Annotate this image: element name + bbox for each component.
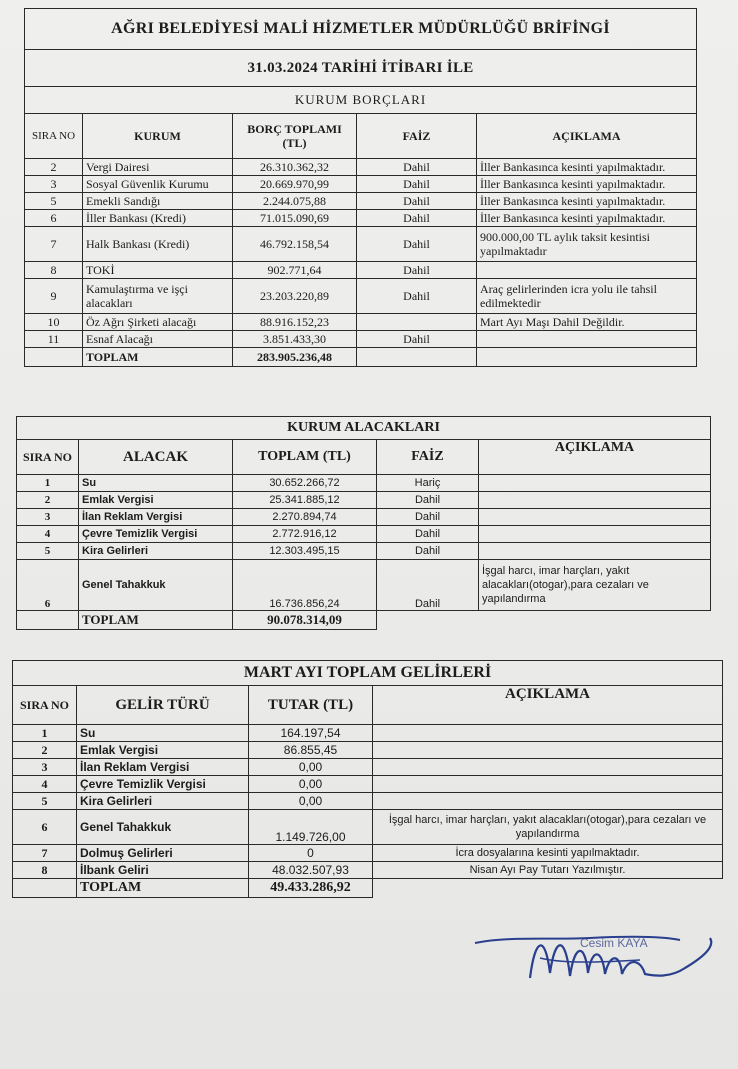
row-no: 11 (25, 331, 83, 348)
row-interest: Dahil (377, 526, 479, 543)
row-description: İşgal harcı, imar harçları, yakıt alacakları(otogar),para cezaları ve yapılandırma (479, 560, 711, 611)
row-institution: Esnaf Alacağı (83, 331, 233, 348)
col-header-no: SIRA NO (17, 440, 79, 475)
row-no: 2 (13, 742, 77, 759)
row-amount: 164.197,54 (249, 725, 373, 742)
row-receivable: İlan Reklam Vergisi (79, 509, 233, 526)
table-row (17, 526, 711, 543)
row-amount: 2.772.916,12 (233, 526, 377, 543)
table-row (13, 793, 723, 810)
row-no: 1 (13, 725, 77, 742)
row-description: İller Bankasınca kesinti yapılmaktadır. (477, 193, 697, 210)
row-description: Araç gelirlerinden icra yolu ile tahsil edilmektedir (477, 279, 697, 314)
receivables-table (16, 416, 711, 630)
table-row (17, 560, 711, 611)
row-no: 7 (25, 227, 83, 262)
table-row (25, 227, 697, 262)
row-no: 9 (25, 279, 83, 314)
debts-total-label: TOPLAM (83, 348, 233, 367)
row-institution: Öz Ağrı Şirketi alacağı (83, 314, 233, 331)
receivables-total-value: 90.078.314,09 (233, 611, 377, 630)
row-income-type: Dolmuş Gelirleri (77, 845, 249, 862)
row-description: 900.000,00 TL aylık taksit kesintisi yapılmaktadır (477, 227, 697, 262)
table-row (17, 509, 711, 526)
row-interest: Dahil (377, 560, 479, 611)
total-spacer (373, 879, 723, 898)
col-header-description: AÇIKLAMA (479, 440, 711, 475)
table-row (13, 742, 723, 759)
row-income-type: Kira Gelirleri (77, 793, 249, 810)
row-interest: Dahil (357, 159, 477, 176)
row-no: 4 (17, 526, 79, 543)
row-amount: 16.736.856,24 (233, 560, 377, 611)
document-title: AĞRI BELEDİYESİ MALİ HİZMETLER MÜDÜRLÜĞÜ BRİFİNGİ (25, 9, 697, 50)
row-description (479, 492, 711, 509)
row-description (373, 742, 723, 759)
col-header-interest: FAİZ (357, 114, 477, 159)
row-institution: İller Bankası (Kredi) (83, 210, 233, 227)
table-row (25, 193, 697, 210)
col-header-description: AÇIKLAMA (373, 686, 723, 725)
table-row (17, 475, 711, 492)
col-header-amount: TUTAR (TL) (249, 686, 373, 725)
table-row (13, 862, 723, 879)
row-amount: 23.203.220,89 (233, 279, 357, 314)
row-description: İller Bankasınca kesinti yapılmaktadır. (477, 210, 697, 227)
row-amount: 25.341.885,12 (233, 492, 377, 509)
row-description (373, 759, 723, 776)
row-institution: Kamulaştırma ve işçi alacakları (83, 279, 233, 314)
row-interest: Dahil (377, 492, 479, 509)
row-amount: 20.669.970,99 (233, 176, 357, 193)
row-interest: Dahil (357, 279, 477, 314)
total-spacer (25, 348, 83, 367)
row-amount: 902.771,64 (233, 262, 357, 279)
row-receivable: Çevre Temizlik Vergisi (79, 526, 233, 543)
row-no: 6 (17, 560, 79, 611)
receivables-total-label: TOPLAM (79, 611, 233, 630)
row-description (479, 509, 711, 526)
table-row (13, 810, 723, 845)
row-no: 6 (25, 210, 83, 227)
row-no: 2 (25, 159, 83, 176)
table-row (13, 845, 723, 862)
row-interest: Dahil (377, 509, 479, 526)
row-amount: 26.310.362,32 (233, 159, 357, 176)
row-amount: 0,00 (249, 793, 373, 810)
row-description (477, 262, 697, 279)
signature-scribble (470, 918, 720, 998)
row-amount: 71.015.090,69 (233, 210, 357, 227)
income-total-value: 49.433.286,92 (249, 879, 373, 898)
row-description: İcra dosyalarına kesinti yapılmaktadır. (373, 845, 723, 862)
col-header-total: TOPLAM (TL) (233, 440, 377, 475)
row-no: 4 (13, 776, 77, 793)
col-header-no: SIRA NO (13, 686, 77, 725)
row-amount: 0,00 (249, 759, 373, 776)
row-interest (357, 314, 477, 331)
row-interest: Dahil (357, 176, 477, 193)
debts-table (24, 8, 697, 367)
date-line: 31.03.2024 TARİHİ İTİBARI İLE (25, 50, 697, 87)
row-no: 8 (13, 862, 77, 879)
col-header-debt-total: BORÇ TOPLAMI (TL) (233, 114, 357, 159)
row-description (373, 725, 723, 742)
table-row (25, 279, 697, 314)
row-amount: 3.851.433,30 (233, 331, 357, 348)
table-row (17, 543, 711, 560)
row-no: 3 (25, 176, 83, 193)
row-description: İller Bankasınca kesinti yapılmaktadır. (477, 159, 697, 176)
row-interest: Dahil (357, 227, 477, 262)
row-description (477, 331, 697, 348)
table-row (13, 776, 723, 793)
total-spacer (13, 879, 77, 898)
row-interest: Dahil (377, 543, 479, 560)
total-spacer (357, 348, 477, 367)
table-row (25, 314, 697, 331)
table-row (25, 176, 697, 193)
table-row (25, 159, 697, 176)
debts-total-value: 283.905.236,48 (233, 348, 357, 367)
row-interest: Dahil (357, 262, 477, 279)
income-table (12, 660, 723, 898)
row-no: 5 (13, 793, 77, 810)
row-no: 6 (13, 810, 77, 845)
row-interest: Hariç (377, 475, 479, 492)
row-amount: 2.244.075,88 (233, 193, 357, 210)
signature-name: Cesim KAYA (580, 936, 648, 950)
row-income-type: İlan Reklam Vergisi (77, 759, 249, 776)
row-description: İşgal harcı, imar harçları, yakıt alacakları(otogar),para cezaları ve yapılandırma (373, 810, 723, 845)
row-description (479, 526, 711, 543)
row-description: Mart Ayı Maşı Dahil Değildir. (477, 314, 697, 331)
row-amount: 0,00 (249, 776, 373, 793)
row-amount: 0 (249, 845, 373, 862)
income-title: MART AYI TOPLAM GELİRLERİ (13, 661, 723, 686)
col-header-income-type: GELİR TÜRÜ (77, 686, 249, 725)
table-row (17, 492, 711, 509)
income-total-label: TOPLAM (77, 879, 249, 898)
col-header-institution: KURUM (83, 114, 233, 159)
receivables-title: KURUM ALACAKLARI (17, 417, 711, 440)
row-amount: 46.792.158,54 (233, 227, 357, 262)
table-row (13, 759, 723, 776)
total-spacer (17, 611, 79, 630)
row-receivable: Emlak Vergisi (79, 492, 233, 509)
row-income-type: Su (77, 725, 249, 742)
row-no: 1 (17, 475, 79, 492)
row-description: İller Bankasınca kesinti yapılmaktadır. (477, 176, 697, 193)
row-interest: Dahil (357, 210, 477, 227)
total-spacer (477, 348, 697, 367)
col-header-description: AÇIKLAMA (477, 114, 697, 159)
row-no: 5 (25, 193, 83, 210)
row-institution: Sosyal Güvenlik Kurumu (83, 176, 233, 193)
row-description (373, 793, 723, 810)
row-no: 3 (17, 509, 79, 526)
row-receivable: Genel Tahakkuk (79, 560, 233, 611)
row-receivable: Kira Gelirleri (79, 543, 233, 560)
row-description (479, 543, 711, 560)
total-spacer (377, 611, 479, 630)
total-spacer (479, 611, 711, 630)
row-description (479, 475, 711, 492)
row-description: Nisan Ayı Pay Tutarı Yazılmıştır. (373, 862, 723, 879)
row-institution: Vergi Dairesi (83, 159, 233, 176)
table-row (25, 331, 697, 348)
row-amount: 86.855,45 (249, 742, 373, 759)
row-institution: Emekli Sandığı (83, 193, 233, 210)
col-header-no: SIRA NO (25, 114, 83, 159)
row-no: 8 (25, 262, 83, 279)
row-amount: 88.916.152,23 (233, 314, 357, 331)
row-institution: TOKİ (83, 262, 233, 279)
table-row (13, 725, 723, 742)
row-interest: Dahil (357, 331, 477, 348)
row-amount: 2.270.894,74 (233, 509, 377, 526)
row-interest: Dahil (357, 193, 477, 210)
row-description (373, 776, 723, 793)
row-amount: 12.303.495,15 (233, 543, 377, 560)
row-income-type: Genel Tahakkuk (77, 810, 249, 845)
table-row (25, 210, 697, 227)
row-amount: 30.652.266,72 (233, 475, 377, 492)
debts-title: KURUM BORÇLARI (25, 87, 697, 114)
row-income-type: Çevre Temizlik Vergisi (77, 776, 249, 793)
row-no: 3 (13, 759, 77, 776)
col-header-interest: FAİZ (377, 440, 479, 475)
row-receivable: Su (79, 475, 233, 492)
row-income-type: Emlak Vergisi (77, 742, 249, 759)
row-no: 7 (13, 845, 77, 862)
table-row (25, 262, 697, 279)
row-income-type: İlbank Geliri (77, 862, 249, 879)
row-no: 5 (17, 543, 79, 560)
row-no: 2 (17, 492, 79, 509)
row-institution: Halk Bankası (Kredi) (83, 227, 233, 262)
col-header-receivable: ALACAK (79, 440, 233, 475)
row-amount: 48.032.507,93 (249, 862, 373, 879)
row-no: 10 (25, 314, 83, 331)
row-amount: 1.149.726,00 (249, 810, 373, 845)
